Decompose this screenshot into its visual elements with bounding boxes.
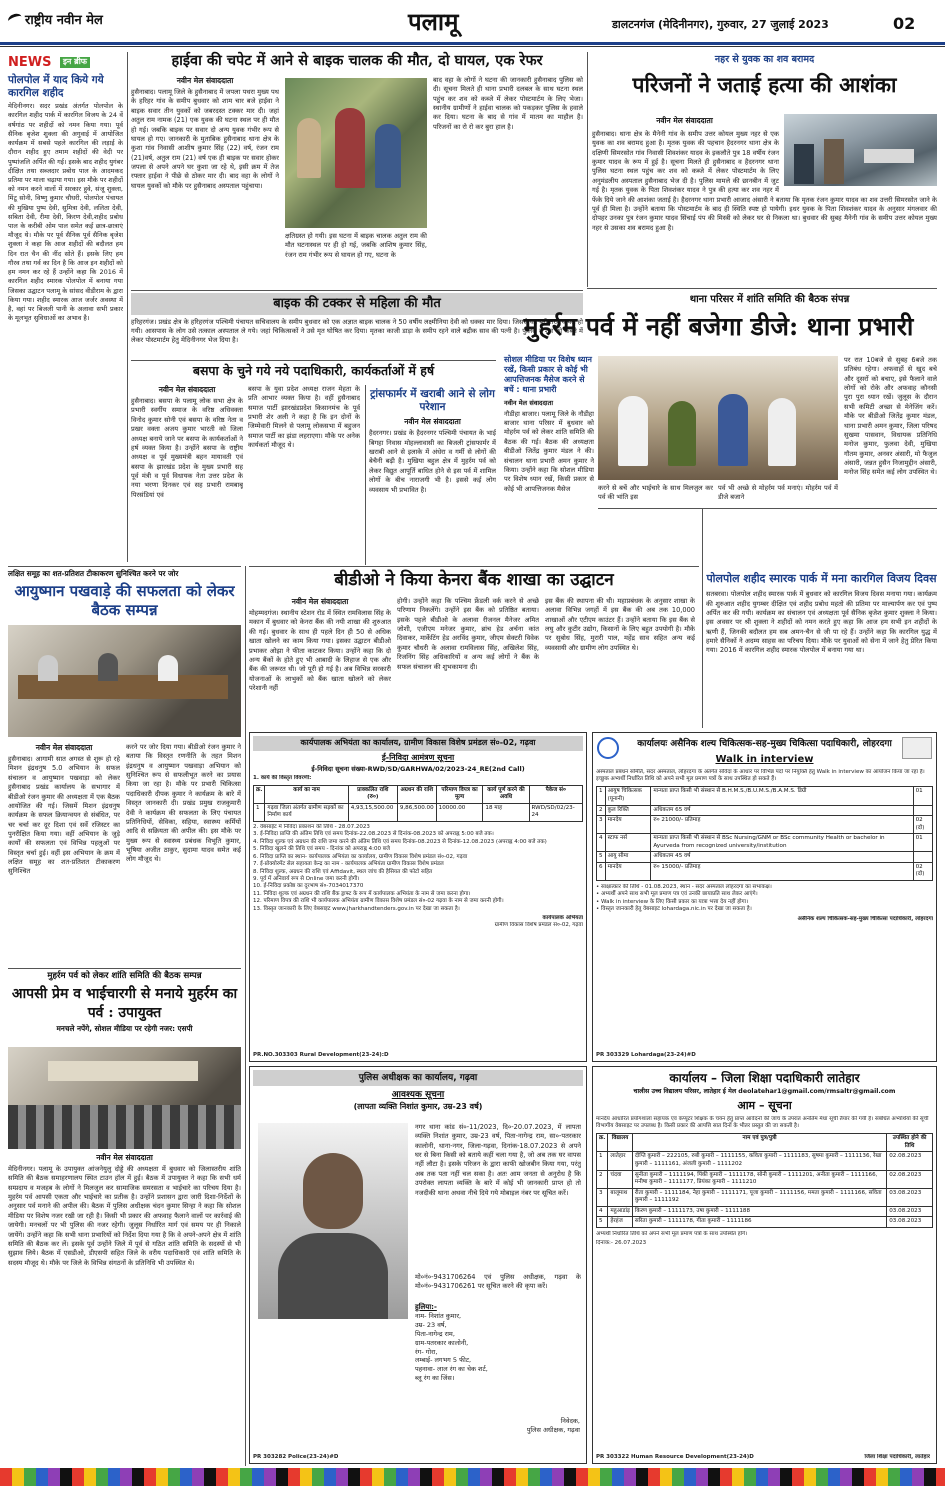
walkin-qual: अधिकतम 45 वर्ष — [651, 852, 913, 863]
tender-pr: PR.NO.303303 Rural Development(23-24):D — [253, 1051, 389, 1058]
tender-line: 3. ई-निविदा प्राप्ति की अंतिम तिथि एवं समय दिनांक-22.08.2023 से दिनांक-08.2023 को अपराह्न 5:00 बजे तक। — [253, 831, 494, 838]
walkin-pr: PR 303329 Lohardaga(23-24)#D — [596, 1051, 696, 1058]
dateline: डालटनगंज (मेदिनीनगर), गुरुवार, 27 जुलाई 2023 — [612, 18, 829, 31]
section-rule — [598, 508, 937, 509]
lead-photo — [285, 78, 427, 228]
peace-headline: मुहर्रम पर्व में नहीं बजेगा डीजे: थाना प्रभारी — [523, 312, 914, 341]
column-rule — [702, 508, 703, 728]
edu-sign: जिला शिक्षा पदाधिकारी, लातेहार — [864, 1453, 930, 1460]
section-rule — [587, 288, 937, 289]
bank-text-continued-2: इस बैंक की स्थापना की थी। महाप्रबंधक के अनुसार शाखा के अलावा विभिन्न जगहों में इस बैंक की अब तक 10,000 शाखाओं और एटीएम काउंटर हैं। उन्होंने बताया कि इस बैंक से लघु और कुटीर उद्योग, किसानों के लिए बहुत उपयोगी है। मौके पर सुबोध सिंह, मुरारी पाल, महेंद्र साव सहित अन्य कई व्यवसायी और ग्रामीण लोग उपस्थित थे। — [545, 597, 695, 652]
peace-caption: करने से बचें और भाईचारे के साथ मिलजुल कर पर्व की भांति इस — [598, 484, 713, 502]
tender-sign: कार्यपालक अभियंता — [542, 915, 583, 922]
police-desc-title: हुलिया:- — [415, 1303, 437, 1311]
tika-photo — [8, 625, 241, 737]
walkin-row — [597, 787, 933, 805]
bank-headline: बीडीओ ने किया केनरा बैंक शाखा का उद्घाटन — [334, 570, 614, 590]
bird-icon — [7, 12, 24, 26]
edu-names: सुनीता कुमारी – 1111194, पिंकी कुमारी – 1111178, सोनी कुमारी – 1111201, अनीता कुमारी – 1111166, मनीषा कुमारी – 1111177, प्रियंका कुमारी – 1111210 — [632, 1170, 886, 1188]
bank-byline: नवीन मेल संवाददाता — [291, 597, 349, 606]
tika-byline: नवीन मेल संवाददाता — [35, 743, 93, 752]
muharram-kicker: मुहर्रम पर्व को लेकर शांति समिति की बैठक सम्पन्न — [47, 971, 202, 981]
lead-byline: नवीन मेल संवाददाता — [176, 76, 234, 85]
tender-line: 12. परिमाण विपत्र की राशि भी कार्यपालक अभियंता ग्रामीण विकास विशेष प्रमंडल सं०-02 गढ़वा के नाम से जमा करनी होगी। — [253, 898, 504, 905]
edu-school: चंदवा — [608, 1170, 632, 1188]
walkin-intro: अस्पताल प्रबंधन समिति, सदर अस्पताल, लोहरदगा के अंतर्गत संविदा के आधार पर विभिन्न पदों पर नियुक्ति हेतु Walk in interview का आयोजन किया जा रहा है। इच्छुक अभ्यर्थी निर्धारित तिथि को अपने सभी मूल प्रमाण पत्रों के साथ उपस्थित हो सकते हैं। — [596, 768, 925, 783]
muharram-headline: आपसी प्रेम व भाईचारगी से मनाये मुहर्रम का पर्व : उपायुक्त — [11, 986, 238, 1021]
edu-date-cell: 03.08.2023 — [887, 1188, 933, 1206]
tender-cell: 1 — [254, 803, 265, 821]
news-label: NEWS — [8, 55, 52, 70]
edu-date-cell: 03.08.2023 — [887, 1217, 933, 1228]
tender-sign-2: ग्रामीण विकास विशेष प्रमंडल सं०-02, गढ़वा — [494, 922, 583, 929]
brief-headline: पोलपोल में याद किये गये कारगिल शहीद — [8, 74, 104, 99]
tender-line: 5. निविदा खुलने की तिथि एवं समय - दिनांक को अपराह्न 4:00 बजे — [253, 846, 390, 853]
edu-date-cell: 02.08.2023 — [887, 1152, 933, 1170]
tender-header-cell: अग्रधन की राशि — [397, 785, 436, 803]
tender-line: 13. विस्तृत जानकारी के लिए वेबसाइट www.jharkhandtenders.gov.in पर देखा जा सकता है। — [253, 905, 460, 912]
section-rule — [8, 566, 241, 567]
police-desc-line: उम्र- 23 वर्ष, — [415, 1321, 447, 1330]
masthead-rule — [0, 42, 945, 45]
newspaper-logo: राष्ट्रीय नवीन मेल — [8, 12, 103, 30]
edu-row — [597, 1170, 933, 1188]
walkin-qual: अधिकतम 65 वर्ष — [651, 805, 913, 816]
edu-no: 4 — [597, 1206, 608, 1217]
tender-section: 1. कार्य की विस्तृत विवरणी: — [253, 775, 312, 782]
tender-header-cell: प्राक्कलित राशि (रु०) — [348, 785, 397, 803]
tender-line: 2. वेबसाईट में निविदा प्रकाशन की तिथि - 28.07.2023 — [253, 823, 370, 830]
edu-header-cell: नाम एवं पुत्र/पुत्री — [632, 1134, 886, 1152]
tender-cell: 9,86,500.00 — [397, 803, 436, 821]
masthead — [0, 0, 945, 44]
edu-school: लातेहार — [608, 1152, 632, 1170]
lead-story — [131, 52, 583, 259]
walkin-qual: रु० 21000/- प्रतिमाह — [651, 816, 913, 834]
walkin-table — [596, 786, 933, 880]
edu-header-row — [597, 1134, 933, 1152]
transformer-story — [369, 388, 496, 559]
education-ad — [592, 1066, 937, 1464]
edu-names: किरण कुमारी – 1111173, उषा कुमारी – 1111188 — [632, 1206, 886, 1217]
page-number: 02 — [893, 14, 916, 33]
walkin-row — [597, 805, 933, 816]
column-rule — [127, 52, 128, 562]
edu-header-cell: विद्यालय — [608, 1134, 632, 1152]
walkin-subtitle: Walk in interview — [715, 754, 814, 766]
police-desc-line: ग्राम-पतरकार कालोनी, — [415, 1338, 469, 1347]
tender-header-cell: परिमाण विपत्र का मूल्य — [436, 785, 483, 803]
muharram-text: मेदिनीनगर। पलामू के उपायुक्त आंजनेयुलु दोड्डे की अध्यक्षता में बुधवार को जिलास्तरीय शांति समिति की बैठक समाहरणालय स्थित टाउन हॉल में हुई। बैठक में उपायुक्त ने कहा कि सभी धर्म सम्प्रदाय व मजहब के लोगों ने मिलजुल कर सामाजिक समरसता व भाईचारे का परिचय दिया है। मुहर्रम पर्व आपसी एकता और भाईचारे का प्रतीक है। उन्होंने प्रशासन द्वारा जारी दिशा-निर्देशों के अनुसार पर्व मनाने की अपील की। बैठक में पुलिस अधीक्षक चंदन कुमार सिन्हा ने कहा कि सोशल मीडिया पर विशेष नजर रखी जा रही है। किसी भी प्रकार की अफवाह फैलाने वालों पर कार्रवाई की जायेगी। मनचलों पर भी पुलिस की नजर रहेगी। जुलूस निर्धारित मार्ग एवं समय पर ही निकाले जायेंगे। उन्होंने कहा कि सभी थाना प्रभारियों को निर्देश दिया गया है कि वे अपने-अपने क्षेत्र में शांति समिति की बैठक कर लें। इसके पूर्व उन्होंने जिले में पूर्व से गठित शांति समिति के सदस्यों से भी सुझाव लिये। बैठक में एसडीओ, डीएसपी सहित जिले के वरीय पदाधिकारी एवं शांति समिति के सदस्य मौजूद थे। मौके पर जिले के विभिन्न संगठनों के प्रतिनिधि भी उपस्थित थे। — [8, 1165, 241, 1267]
bank-story — [249, 569, 699, 692]
walkin-qual: मान्यता प्राप्त किसी भी संस्थान से B.H.M.S./B.U.M.S./B.A.M.S. डिग्री — [651, 787, 913, 805]
edu-row — [597, 1206, 933, 1217]
polpol-story — [706, 572, 937, 712]
walkin-no: 2 — [597, 805, 606, 816]
walkin-qual: मान्यता प्राप्त किसी भी संस्थान से BSc Nursing/GNM or BSc community Health or bachelor in Ayurveda from recognized university/institution — [651, 834, 913, 852]
peace-text-continued: पर रात 10बजे से सुबह 6बजे तक प्रतिबंध रहेगा। अफवाहों से खुद बचे और दूसरों को बचाए, इसे फैलाने वाले लोगों को रोके और अफवाह कौनसी पुरा पुरा ध्यान रखें। जुलूस के दौरान सभी कमिटी अच्छा से मेनेजिंग करें। मौके पर बीडीओ जितेंद्र कुमार मंडल, थाना प्रभारी अमन कुमार, जिला परिषद सुखमा पासवान, विधायक प्रतिनिधि मनोज कुमार, फुलवा देवी, मुखिया गौतम कुमार, अनवर अंसारी, मो फैजुल अंसारी, जन्नत हुसैन निजामुद्दीन अंसारी, मनोज सिंह समेत कई लोग उपस्थित थे। — [844, 356, 937, 477]
walkin-note: • साक्षात्कार की तिथि - 01.08.2023, स्थान - सदर अस्पताल लोहरदगा का सभाकक्ष। — [596, 883, 772, 890]
walkin-post: मानदेय — [605, 862, 651, 880]
transformer-headline: ट्रांसफार्मर में खराबी आने से लोग परेशान — [370, 388, 495, 414]
walkin-note: • अभ्यर्थी अपने साथ सभी मूल प्रमाण पत्र एवं उनकी छायाप्रति साथ लेकर आएंगे। — [596, 891, 758, 898]
lead-text-continued: बाद वहा के लोगों ने घटना की जानकारी हुसैनाबाद पुलिस को दी। सूचना मिलते ही थाना प्रभारी दलबल के साथ घटना स्थल पहुंच कर शव को कब्जे में लेकर पोस्टमार्टम के लिए भेजा। स्थानीय ग्रामीणों ने हाईवा चालक को पकड़कर पुलिस के हवाले कर दिया। घटना के बाद से गांव में मातम का माहौल है। परिजनों का रो रो कर बुरा हाल है। — [433, 76, 583, 131]
tender-cell: 4,93,15,500.00 — [348, 803, 397, 821]
walkin-note: • Walk in interview के लिए किसी प्रकार का यात्रा भत्ता देय नहीं होगा। — [596, 898, 749, 905]
police-desc-line: लम्बाई- लगभग 5 फीट, — [415, 1356, 472, 1365]
edu-pr: PR 303322 Human Resource Development(23-24)D — [596, 1453, 754, 1460]
tender-table — [253, 785, 583, 822]
footer-color-stripe — [0, 1468, 945, 1486]
police-subtitle: आवश्यक सूचना — [391, 1090, 445, 1101]
transformer-text: हैदरनगर। प्रखंड के हैदरनगर पश्चिमी पंचायत के भाई बिगहा निवास मोहल्लावासी का बिजली ट्रांसफार्मर में खराबी आने से इलाके में अंधेरा व गर्मी से लोगों की बेचैनी बढ़ी है। मुखिया बहुल क्षेत्र में मुहर्रम पर्व को लेकर विद्युत आपूर्ति बाधित होने से इस पर्व में शामिल लोगों के बीच नाराजगी भी है। इससे कई लोग व्यवसाय भी प्रभावित है। — [369, 429, 496, 494]
tender-header-cell: पैकेज सं० — [529, 785, 583, 803]
peace-side-head: सोशल मीडिया पर विशेष ध्यान रखें, किसी प्रकार से कोई भी आपत्तिजनक मैसेज करने से बचें : थाना प्रभारी — [504, 355, 592, 394]
tender-line: 4. निविदा शुल्क एवं अग्रधन की राशि जमा करने की अंतिम तिथि एवं समय दिनांक-08.2023 से दिनांक-12.08.2023 (अपराह्न 4:00 बजे तक) — [253, 838, 547, 845]
tender-header-cell: क्र. — [254, 785, 265, 803]
walkin-no: 6 — [597, 862, 606, 880]
peace-side — [504, 355, 594, 506]
walkin-row — [597, 816, 933, 834]
walkin-no: 4 — [597, 834, 606, 852]
tender-header-cell: कार्य पूर्ण करने की अवधि — [483, 785, 529, 803]
tender-cell: गढ़वा जिला अंतर्गत ग्रामीण सड़कों का निर्माण कार्य — [265, 803, 348, 821]
bsp-text: हुसैनाबाद। बसपा के पलामू लोक सभा क्षेत्र के प्रभारी स्वर्गीय समाज के वरिष्ठ अधिवक्ता विनोद कुमार सोनी एवं बसपा के वरिष्ठ नेता व प्रखर वक्ता अजय कुमार भारती को जिला अध्यक्ष बनाये जाने पर बसपा के कार्यकर्ताओं ने हर्ष व्यक्त किया है। उन्होंने बसपा के राष्ट्रीय अध्यक्ष व पूर्व मुख्यमंत्री बहन मायावती एवं बसपा के झारखंड प्रदेश के मुख्य प्रभारी सह पूर्व मंत्री व पूर्व विधायक नेता उत्तर प्रदेश के नया भरणा दिनकर एवं सह प्रभारी रामबाबू पिरसंडियां एवं — [131, 397, 243, 499]
canal-kicker: नहर से युवक का शव बरामद — [714, 54, 815, 65]
edu-no: 1 — [597, 1152, 608, 1170]
edu-no: 5 — [597, 1217, 608, 1228]
walkin-no: 3 — [597, 816, 606, 834]
walkin-note: • विस्तृत जानकारी हेतु वेबसाइट lohardaga.nic.in पर देखा जा सकता है। — [596, 906, 752, 913]
tender-line: 6. निविदा प्राप्ति का स्थान- कार्यपालक अभियंता का कार्यालय, ग्रामीण विकास विशेष प्रमंडल सं०-02, गढ़वा — [253, 853, 468, 860]
canal-headline: परिजनों ने जताई हत्या की आशंका — [632, 71, 897, 97]
tika-kicker: लक्षित समूह का शत-प्रतिशत टीकाकरण सुनिश्चित करने पर जोर — [8, 569, 179, 578]
tika-headline: आयुष्मान पखवाड़े की सफलता को लेकर बैठक सम्पन्न — [14, 581, 235, 620]
edu-row — [597, 1152, 933, 1170]
edu-school: बालूमाथ — [608, 1188, 632, 1206]
police-desc-line: नाम- निशांत कुमार, — [415, 1312, 462, 1321]
tika-text: हुसैनाबाद। आगामी सात अगस्त से शुरू हो रहे मिशन इंद्रधनुष 5.0 अभियान के सफल संचालन व आयुष्मान पखवाड़ा को लेकर हुसैनाबाद प्रखंड कार्यालय के सभागार में बीडीओ रंजन कुमार की अध्यक्षता में एक बैठक आयोजित की गई। जिसमें मिशन इंद्रधनुष कार्यक्रम के सफल क्रियान्वयन से संबंधित, पर चर चर्चा कर दूर दिशा एवं सर्वे रजिस्टर का पुनरीक्षित किया गया। वहीं अभियान के जुड़े कार्यों की सफलता एवं विभिन्न पहलुओं पर विस्तृत चर्चा हुई। वहीं इस अभियान के क्रम में लक्षित समूह का शत-प्रतिशत टीकाकरण सुनिश्चित — [8, 755, 120, 876]
tender-title: कार्यपालक अभियंता का कार्यालय, ग्रामीण विकास विशेष प्रमंडल सं०-02, गढ़वा — [253, 736, 583, 751]
walkin-row — [597, 834, 933, 852]
walkin-title: कार्यालयः असैनिक शल्य चिकित्सक-सह-मुख्य चिकित्सा पदाधिकारी, लोहरदगा — [637, 739, 892, 749]
edu-date: दिनांक:- 26.07.2023 — [596, 1240, 647, 1247]
edu-notice: आम – सूचना — [737, 1098, 792, 1112]
tika-story — [8, 569, 241, 876]
health-logo-icon — [597, 737, 619, 759]
police-desc-line: पहनावा- लाल रंग का चेक शर्ट, — [415, 1365, 488, 1374]
tender-subtitle: ई-निविदा आमंत्रण सूचना — [381, 752, 455, 762]
walkin-post: मानदेय — [605, 816, 651, 834]
bank-text: मोहम्मदगंज। स्थानीय स्टेशन रोड में स्थित रामविलास सिंह के मकान में बुधवार को केनरा बैंक की नयी शाखा की शुरुआत की गई। बुधवार के साथ ही पहले दिन ही 50 से अधिक खाता खोलने का काम किया गया। इसका उद्घाटन बीडीओ प्रभाकर ओझा ने फीता काटकर किया। उन्होंने कहा कि दो अन्य बैंकों के होते हुए भी आबादी के लिहाज से एक और बैंक की जरूरत थी। जो पूरी हो गई है। अब विभिन्न सरकारी योजनाओं के लाभुकों को बैंक खाता खोलने को लेकर परेशानी नहीं — [249, 609, 391, 692]
walkin-no: 5 — [597, 852, 606, 863]
tender-line: 7. ई-प्रोक्योरमेंट सेल सहायता केन्द्र का नाम - कार्यपालक अभियंता ग्रामीण विकास विशेष प्रमंडल — [253, 861, 444, 868]
muharram-photo — [8, 1047, 241, 1149]
edu-title: कार्यालय – जिला शिक्षा पदाधिकारी लातेहार — [669, 1071, 860, 1085]
bsp-text-continued: बसपा के युवा प्रदेश अध्यक्ष राजन मेहता के प्रति आभार व्यक्त किया है। वहीं हुसैनाबाद समाज पार्टी झारखंडप्रदेश किसानमंच के पूर्व प्रभारी शेर अली ने कहा है कि इन दोनों के जिम्मेवारी मिलने से पलामू लोकसभा में बहुजन समाज पार्टी का झंडा लहराएगा। मौके पर अनेक कार्यकर्ता मौजूद थे। — [248, 385, 360, 450]
bsp-headline: बसपा के चुने गये नये पदाधिकारी, कार्यकर्ताओं में हर्ष — [192, 363, 435, 378]
national-health-logo-icon — [902, 737, 932, 759]
tender-line: 10. ई-निविदा प्रकोष्ठ का दूरभाष सं०-7034017370 — [253, 883, 364, 890]
walkin-sign: असैनिक शल्य चिकित्सक-सह-मुख्य चिकित्सा पदाधिकारी, लोहरदगा — [797, 915, 933, 922]
edu-sub: चालीस उच्च विद्यालय परिसर, लातेहार ई मेल deolatehar1@gmail.com/rmsaltr@gmail.com — [633, 1088, 896, 1096]
masthead-rule-thin — [0, 46, 945, 47]
walkin-post: आयु सीमा — [605, 852, 651, 863]
polpol-kicker: पोलपोल शहीद स्मारक पार्क में मना कारगिल विजय दिवस — [706, 572, 937, 585]
walkin-qual: रु० 15000/- प्रतिमाह — [651, 862, 913, 880]
police-description — [415, 1312, 581, 1382]
edu-no: 3 — [597, 1188, 608, 1206]
walkin-seats: 01 — [913, 787, 932, 805]
section-title: पलामू — [408, 7, 459, 36]
police-pr: PR 303282 Police(23-24)#D — [253, 1453, 339, 1460]
walkin-ad — [592, 732, 937, 1062]
edu-date-cell: 03.08.2023 — [887, 1206, 933, 1217]
canal-story — [592, 54, 937, 232]
walkin-no: 1 — [597, 787, 606, 805]
police-desc-line: ब्लू रंग का जिंस। — [415, 1373, 455, 1382]
peace-photo — [598, 356, 838, 480]
edu-school: हेरहंज — [608, 1217, 632, 1228]
walkin-seats: 01 — [913, 834, 932, 852]
bank-text-continued: होगी। उन्होंने कहा कि पश्चिम फ्रेंडली वर्क करने से अच्छे परिणाम निकलेंगे। उन्होंने इस बैंक को प्रतिष्ठित बताया। इसके पहले बीडीओ के अलावा रीजनल मैनेजर अमित जोशी, एजीएम मनेजर कुमार, ब्रांच हेड अर्चना कांत दिवाकर, मार्केटिंग हेड अरविंद कुमार, जीएम सेक्टरी विवेक कुमार चौधरी के अलावा रामविलास सिंह, अखिलेश सिंह, रिजनिंग सिंह अधिकारियों व अन्य कई लोगों ने बैंक के सफल संचालन की शुभकामना दी। — [397, 597, 539, 671]
section-rule — [131, 290, 583, 291]
walkin-seats: 02 (दो) — [913, 862, 932, 880]
edu-header-cell: उपस्थित होने की तिथि — [887, 1134, 933, 1152]
lead-headline: हाईवा की चपेट में आने से बाइक चालक की मौत, दो घायल, एक रेफर — [171, 52, 543, 69]
edu-names: रीता कुमारी – 1111184, नेहा कुमारी – 1111171, पूजा कुमारी – 1111156, ममता कुमारी – 1111166, सविता कुमारी – 1111192 — [632, 1188, 886, 1206]
edu-names: सरिता कुमारी – 1111178, गीता कुमारी – 1111186 — [632, 1217, 886, 1228]
tender-cell: RWD/SD/02/23-24 — [529, 803, 583, 821]
edu-table — [596, 1133, 933, 1227]
police-text: नगर थाना कांड सं०-11/2023, दि०-20.07.2023, में लापता व्यक्ति निशांत कुमार, उम्र-23 वर्ष, पिता-नागेन्द्र राम, सा०-पतरकार कालोनी, थाना-नगर, जिला-गढ़वा, दिनांक-18.07.2023 से अपने घर से बिना किसी को बताये कहीं चला गया है, जो अब तक घर वापस नहीं लौटा है। इसके परिजन के द्वारा काफी खोजबीन किया गया, परंतु अब तक पता नहीं चल सका है। अतः आम जनता से अनुरोध है कि उपरोक्त लापता व्यक्ति के बारे में कोई भी जानकारी प्राप्त हो तो नजदीकी थाना अथवा नीचे दिये गये मोबाइल नंबर पर सूचित करें। — [415, 1123, 581, 1197]
walkin-seats: 02 (दो) — [913, 816, 932, 834]
police-desc-line: पिता-नागेन्द्र राम, — [415, 1329, 455, 1338]
tender-line: 11. निविदा शुल्क एवं अग्रधन की राशि बैंक ड्राफ्ट के रूप में कार्यपालक अभियंता के नाम से जमा करना होगा। — [253, 890, 471, 897]
walkin-seats — [913, 805, 932, 816]
woman-text: हरिहरगंज। प्रखंड क्षेत्र के हरिहरगंज पश्चिमी पंचायत सचिवालय के समीप बुधवार को एक अज्ञात बाइक चालक ने 50 वर्षीय लक्ष्मीनिया देवी को धक्का मार दिया। जिससे वह बुरी तरह घायल हो गयी। आसपास के लोग उसे तत्काल अस्पताल ले गये। जहां चिकित्सकों ने उसे मृत घोषित कर दिया। मृतका काजी डाड़ा के समीप रहने वाले बद्रीक साव की पत्नी है। पुलिस ने शव को कब्जे में लेकर पोस्टमार्टम हेतु मेदिनीनगर भेज दिया है। — [131, 317, 583, 345]
news-brief-label — [8, 54, 123, 72]
lead-text: हुसैनाबाद। पलामू जिले के हुसैनाबाद में जपला पथरा मुख्य पथ के हरिहर गांव के समीप बुधवार को शाम चार बजे हाईवा ने बाइक सवार तीन युवकों को जबरदस्त टक्कर मार दी। जहां अतुल राम नामक (21) एक युवक की घटना स्थल पर ही मौत हो गई। जबकि बाइक पर सवार दो अन्य युवक गंभीर रूप से घायल हो गए। जानकारी के मुताबिक हुसैनाबाद थाना क्षेत्र के कुशा गांव निवासी आशीष कुमार सिंह (22) वर्ष, रंजन राम (21)वर्ष, अतुल राम (21) वर्ष एक ही बाइक पर सवार होकर जपला से अपने अपने घर कुशा जा रहे थे, इसी क्रम में तेज रफ्तार हाईवा ने पीछे से ठोकर मार दी। बाद वहा के लोगों ने घायल युवकों को मौके पर हुसैनाबाद अस्पताल पहुंचाया। — [131, 88, 279, 190]
lead-caption: क्षतिग्रस्त हो गयी। इस घटना में बाइक चालक अतुल राम की मौत घटनास्थल पर ही हो गई, जबकि आशिष कुमार सिंह, रंजन राम गंभीर रूप से घायल हो गए, घटना के — [285, 232, 427, 259]
police-ad — [249, 1066, 587, 1464]
police-desc-line: रंग- गोरा, — [415, 1347, 438, 1356]
column-rule — [365, 385, 366, 565]
canal-byline: नवीन मेल संवाददाता — [656, 116, 713, 125]
tika-text-continued: करने पर जोर दिया गया। बीडीओ रंजन कुमार ने बताया कि विस्तृत रणनीति के तहत मिशन इंद्रधनुष व आयुष्मान पखवाड़ा अभियान को सुनिश्चित रूप से सफलीभूत करने का प्रयास किया जा रहा है। मौके पर प्रभारी चिकित्सा पदाधिकारी दीपक कुमार ने कार्यक्रम के बारे में विस्तृत जानकारी दी। प्रखंड प्रमुख राजकुमारी देवी ने कार्यक्रम की सफलता के लिए पंचायत प्रतिनिधियों, सेविका, सहिया, स्वास्थ्य कर्मियों आदि से सक्रियता की अपील की। इस मौके पर मुख्य रूप से स्वास्थ्य प्रबंधक विभूति कुमार, भूषिया अजीत ठाकुर, सुदामा यादव समेत कई लोग मौजूद थे। — [126, 743, 241, 864]
tender-line: 8. निविदा शुल्क, अग्रधन की राशि एवं Affidavit, स्थल जांच की हैसियत की फोटो सहित — [253, 868, 433, 875]
tender-cell: 10000.00 — [436, 803, 483, 821]
peace-text: नौडीहा बाजार। पलामू जिले के नौडीहा बाजार थाना परिसर में बुधवार को मोहर्रम पर्व को लेकर शांति समिति की बैठक की गई। बैठक की अध्यक्षता बीडीओ जितेंद्र कुमार मंडल ने की। संचालन थाना प्रभारी अमन कुमार ने किया। उन्होंने कहा कि सोशल मीडिया पर विशेष ध्यान रखें, किसी प्रकार से कोई भी आपत्तिजनक मैसेज — [504, 409, 594, 493]
edu-no: 2 — [597, 1170, 608, 1188]
section-rule — [249, 566, 699, 567]
tender-ad — [249, 732, 587, 1062]
tender-ref: ई-निविदा सूचना संख्या-RWD/SD/GARHWA/02/2023-24_RE(2nd Call) — [311, 764, 525, 773]
peace-kicker: थाना परिसर में शांति समिति की बैठक संपन्न — [689, 294, 850, 305]
edu-school: महुआडांड़ — [608, 1206, 632, 1217]
canal-text: हुसैनाबाद। थाना क्षेत्र के मैनेनी गांव के समीप उत्तर कोयल मुख्य नहर से एक युवक का शव बरामद हुआ है। मृतक युवक की पहचान हैदरनगर थाना क्षेत्र के दक्षिणी सिमरसोत गांव निवासी शिवशंकर यादव के इकलौते पुत्र 18 वर्षीय रंजन कुमार यादव के रूप में हुई है। सूचना मिलते ही हुसैनाबाद व हैदरनगर थाना पुलिस घटना स्थल पहुंच कर शव को कब्जे में लेकर पोस्टमार्टम के लिए अनुमंडलीय अस्पताल हुसैनाबाद भेज दी है। पुलिस मामले की छानबीन में जुट गई है। मृतक युवक के पिता शिवशंकर यादव ने पुत्र की हत्या कर शव नहर में फेंके दिये जाने की आशंका जताई है। हैदरनगर थाना प्रभारी आजाद अंसारी ने बताया कि मृतक रंजन कुमार यादव का शव उत्तरी सिमरसोत जाने के पूर्व ही मिला है। उन्होंने बताया कि पोस्टमार्टम के बाद ही स्थिति स्पष्ट हो पायेगी। इधर युवक के पिता शिवशंकर यादव के अनुसार मंगलवार की दोपहर उनका पुत्र रंजन कुमार यादव सिंचाई पंप की मिस्त्री को लेकर घर से निकला था। बुधवार की सुबह मैनेनी गांव के समीप उत्तर कोयल मुख्य नहर से उसका शव बरामद हुआ है। — [592, 130, 937, 232]
edu-row — [597, 1188, 933, 1206]
walkin-notes — [596, 884, 933, 914]
woman-headline: बाइक की टक्कर से महिला की मौत — [131, 293, 583, 315]
tender-header-cell: कार्य का नाम — [265, 785, 348, 803]
section-rule — [8, 968, 241, 969]
walkin-post: स्टाफ नर्स — [605, 834, 651, 852]
muharram-story — [8, 971, 241, 1267]
police-title: पुलिस अधीक्षक का कार्यालय, गढ़वा — [253, 1070, 583, 1086]
polpol-text: सतबरवा। पोलपोल शहीद स्मारक पार्क में बुधवार को कारगिल विजय दिवस मनाया गया। कार्यक्रम की शुरुआत शहीद युगम्बर दीक्षित एवं शहीद प्रबोध महतो की प्रतिमा पर माल्यार्पण कर एवं पुष्प अर्पित कर की गयी। कार्यक्रम का संचालन एवं अध्यक्षता पूर्व सैनिक बृजेश कुमार शुक्ला ने किया। इस अवसर पर श्री शुक्ला ने शहीदों को नमन करते हुए कहा कि आज हम सभी इन शहीदों के ऋणी हैं, जिनकी बदौलत हम सब अमन-चैन से जी पा रहे हैं। उन्होंने कहा कि कारगिल युद्ध में हमारे सैनिकों ने अदम्य साहस का परिचय दिया। मौके पर युवाओं को सेना में जाने हेतु प्रेरित किया गया। 2016 में कारगिल शहीद स्मारक पोलपोल में बनाया गया था। — [706, 590, 937, 655]
police-contact: मो०नं०-9431706264 एवं पुलिस अधीक्षक, गढ़वा के मो०नं०-9431706261 पर सूचित करने की कृपा करें। — [415, 1273, 581, 1291]
peace-byline: नवीन मेल संवाददाता — [504, 399, 553, 407]
walkin-seats — [913, 852, 932, 863]
tender-lines — [253, 824, 583, 913]
edu-names: दीप्ति कुमारी – 222105, रुबी कुमारी – 1111155, कविता कुमारी – 1111183, सुषमा कुमारी – 1111136, रेखा कुमारी – 1111161, अंजली कुमारी – 1111202 — [632, 1152, 886, 1170]
muharram-byline: नवीन मेल संवाददाता — [96, 1153, 153, 1162]
brief-text: मेदिनीनगर। सदर प्रखंड अंतर्गत पोलपोल के कारगिल शहीद पार्क में कारगिल विजय के 24 वें वर्षगांठ पर शहीदों को नमन किया गया। पूर्व सैनिक बृजेश शुक्ला की अगुवाई में आयोजित कार्यक्रम में सबसे पहले कारगिल की लड़ाई के दौरान शहीद हुए तमाम शहीदों की वेदी पर पुष्पांजलि अर्पित की गई। इसके बाद शहीद युगंबर दीक्षित तथा सब्जदार प्रबोध पाल के आदमकद प्रतिमा पर माला चढ़ाया गया। इस मौके पर शहीदों को नमन करने वालों में सरकार हुवे, संजू शुक्ला, मिंटू सोनी, विष्णु कुमार चौधरी, पोलपोल पंचायत की मुखिया पुष्प देवी, सुमित्रा देवी, ललिता देवी, सबिता देवी, रीमा देवी, किरण देवी,शहीद प्रबोध पाल के करीबी ओम पाल समेत कई छात्र-छात्राएं मौजूद थे। मौके पर पूर्व सैनिक पूर्व सैनिक बृजेश शुक्ला ने कहा कि आज शहीदों की बदौलत हम दिन रात चैन की नींद सोते हैं। इसके लिए हम गौरव तथा गर्व का दिन है कि आज इन शहीदों को हम नमन कर रहे हैं उन्होंने कहा कि 2016 में कारगिल शहीद स्मारक पोलपोल में बनाया गया जिसका उद्घाटन पलामू के सांसद वीडीराम के द्वारा किया गया। शहीद स्मारक आज जर्जर अवस्था में है, वहां पर बिजली पानी के अलावा सभी प्रकार के मूलभूत सुविधाओं का अभाव है। — [8, 102, 123, 323]
police-sub2: (लापता व्यक्ति निशांत कुमार, उम्र-23 वर्ष) — [353, 1102, 483, 1112]
peace-caption-2: पर्व भी अच्छे से मोहर्रम पर्व मनाएं। मोहर्रम पर्व में डीजे बजाने — [718, 484, 838, 502]
tender-cell: 18 माह — [483, 803, 529, 821]
missing-person-photo — [258, 1123, 408, 1319]
police-sign: निवेदक, पुलिस अधीक्षक, गढ़वा — [526, 1417, 580, 1434]
edu-intro: मानदेय आधारित प्रयोगशाला सहायक एवं कंप्यूटर शिक्षक के चयन हेतु प्राप्त आवेदनों की जांच के उपरांत अनंतिम मेधा सूची तैयार की गयी है। संबंधित अभ्यर्थियों की सूची विभागीय वेबसाइट पर उपलब्ध है। किसी प्रकार की आपत्ति सात दिनों के भीतर प्रस्तुत की जा सकती है। — [596, 1115, 929, 1129]
brief-label: इन ब्रीफ — [60, 57, 90, 68]
bsp-byline: नवीन मेल संवाददाता — [158, 385, 216, 394]
muharram-sub: मनचले नपेंगे, सोशल मीडिया पर रहेगी नजर: एसपी — [56, 1023, 193, 1033]
edu-row — [597, 1217, 933, 1228]
column-rule — [245, 566, 246, 1466]
walkin-row — [597, 862, 933, 880]
news-brief — [8, 54, 123, 557]
tender-line: 9. पूर्व में अनिवार्य रूप से Online जमा करनी होगी। — [253, 875, 360, 882]
edu-header-cell: क्र. — [597, 1134, 608, 1152]
edu-date-cell: 02.08.2023 — [887, 1170, 933, 1188]
transformer-byline: नवीन मेल संवाददाता — [404, 417, 461, 427]
walkin-post: आयुष चिकित्सक (यूनानी) — [605, 787, 651, 805]
edu-foot: अभ्यर्थी निर्धारित तिथि को अपने सभी मूल प्रमाण पत्रों के साथ उपस्थित होंगे। — [596, 1230, 748, 1237]
column-rule — [587, 52, 588, 287]
walkin-row — [597, 852, 933, 863]
walkin-post: कुल रिक्ति — [605, 805, 651, 816]
section-rule — [131, 360, 496, 361]
